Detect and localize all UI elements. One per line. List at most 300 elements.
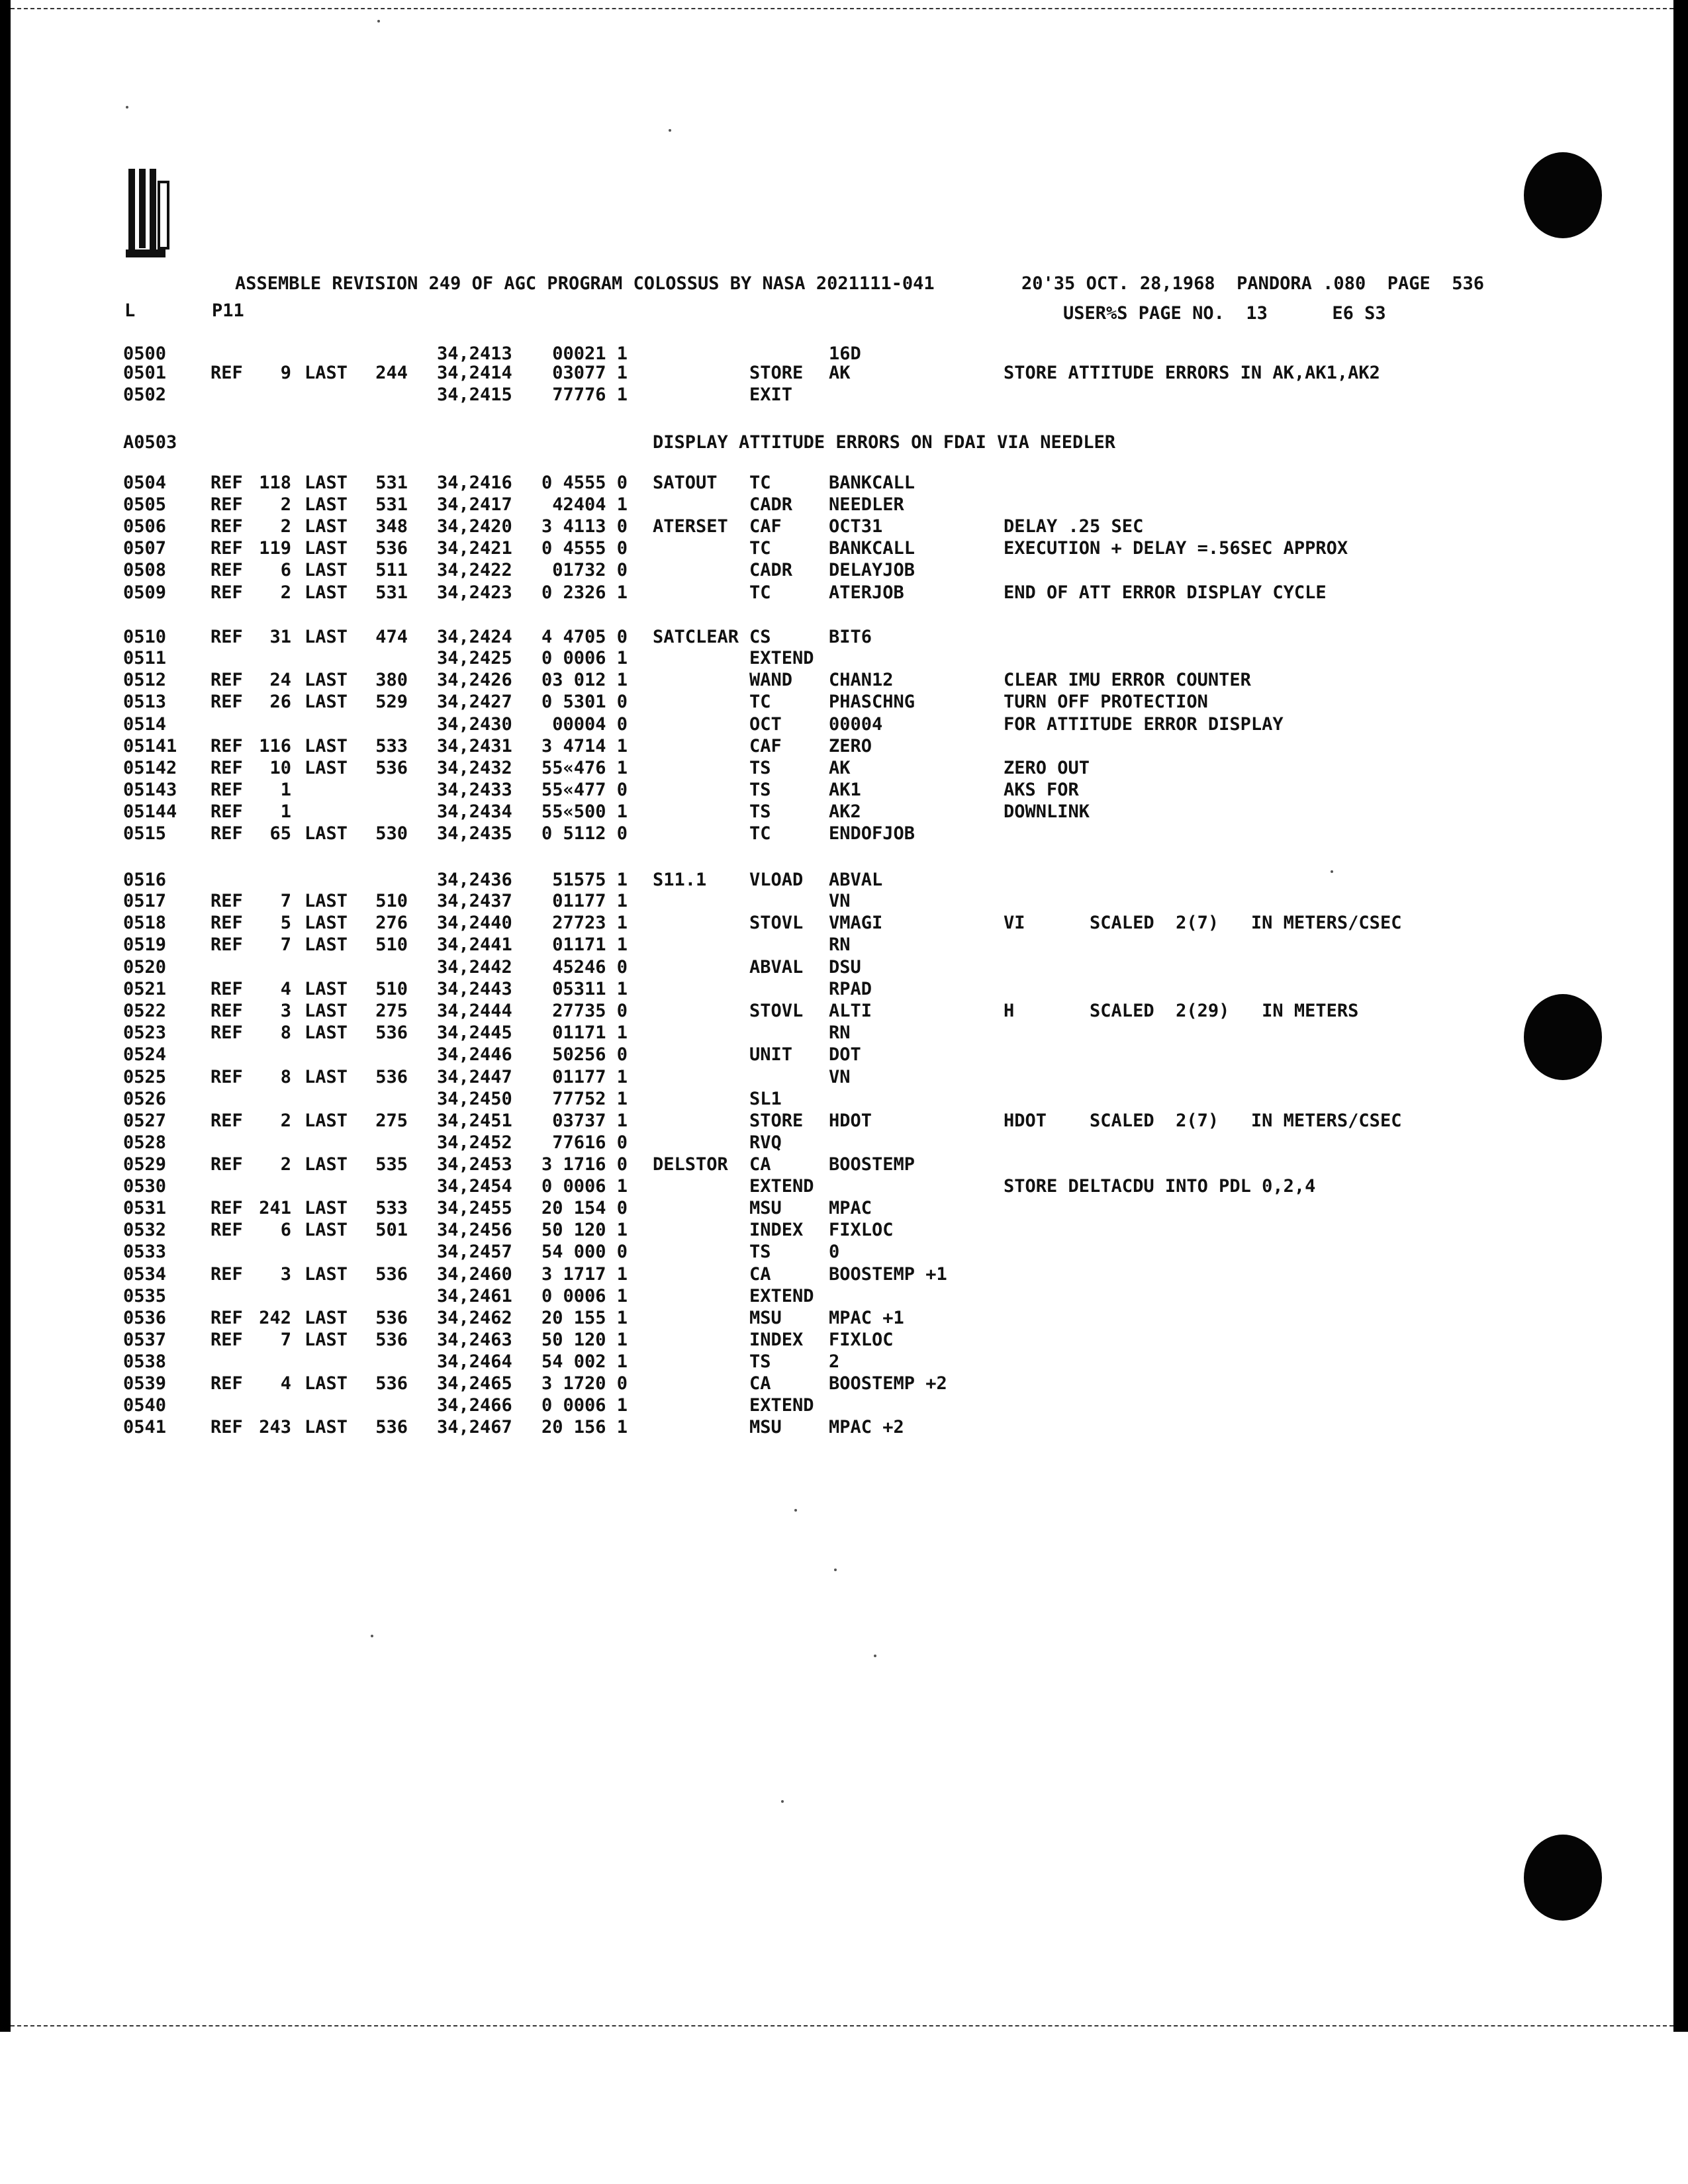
col-addr: 34,2460 xyxy=(437,1264,512,1285)
col-no: 0501 xyxy=(123,363,167,383)
col-operand: AK1 xyxy=(829,780,861,800)
col-code: 3 1716 0 xyxy=(541,1154,628,1175)
col-code: 4 4705 0 xyxy=(541,627,628,647)
col-ln: 531 xyxy=(375,494,408,515)
col-rn: 6 xyxy=(280,1220,291,1240)
col-op: CS xyxy=(749,627,771,647)
col-last: LAST xyxy=(305,1198,348,1218)
col-operand: PHASCHNG xyxy=(829,692,915,712)
col-comment: END OF ATT ERROR DISPLAY CYCLE xyxy=(1004,582,1327,603)
col-last: LAST xyxy=(305,1067,348,1087)
col-last: LAST xyxy=(305,1001,348,1021)
col-ref: REF xyxy=(211,1067,243,1087)
col-no: 0538 xyxy=(123,1351,167,1372)
col-comment: STORE DELTACDU INTO PDL 0,2,4 xyxy=(1004,1176,1316,1197)
col-op: UNIT xyxy=(749,1044,793,1065)
scan-border-right xyxy=(1673,0,1688,2032)
col-code: 01177 1 xyxy=(552,1067,628,1087)
col-operand: 0 xyxy=(829,1242,840,1262)
col-operand: BANKCALL xyxy=(829,538,915,559)
scan-speck xyxy=(834,1569,837,1571)
col-operand: DOT xyxy=(829,1044,861,1065)
scan-speck xyxy=(126,106,128,109)
col-addr: 34,2415 xyxy=(437,385,512,405)
col-op: RVQ xyxy=(749,1132,782,1153)
col-code: 55«500 1 xyxy=(541,801,628,822)
col-ln: 244 xyxy=(375,363,408,383)
col-code: 00021 1 xyxy=(552,343,628,364)
col-ln: 535 xyxy=(375,1154,408,1175)
col-operand: RPAD xyxy=(829,979,872,999)
col-no: 0509 xyxy=(123,582,167,603)
col-last: LAST xyxy=(305,627,348,647)
col-ln: 536 xyxy=(375,1330,408,1350)
col-code: 20 154 0 xyxy=(541,1198,628,1218)
col-ref: REF xyxy=(211,494,243,515)
col-op: TS xyxy=(749,1351,771,1372)
col-op: STOVL xyxy=(749,1001,804,1021)
col-comment: FOR ATTITUDE ERROR DISPLAY xyxy=(1004,714,1284,735)
col-label: SATCLEAR xyxy=(653,627,739,647)
col-no: 0526 xyxy=(123,1089,167,1109)
col-ref: REF xyxy=(211,1264,243,1285)
col-no: 0502 xyxy=(123,385,167,405)
col-addr: 34,2435 xyxy=(437,823,512,844)
col-rn: 10 xyxy=(269,758,291,778)
col-operand: AK xyxy=(829,363,851,383)
col-code: 0 0006 1 xyxy=(541,1395,628,1416)
col-ln: 276 xyxy=(375,913,408,933)
col-addr: 34,2446 xyxy=(437,1044,512,1065)
col-ref: REF xyxy=(211,1198,243,1218)
col-op: WAND xyxy=(749,670,793,690)
col-addr: 34,2443 xyxy=(437,979,512,999)
col-operand: FIXLOC xyxy=(829,1330,894,1350)
col-ref: REF xyxy=(211,1111,243,1131)
col-op: STOVL xyxy=(749,913,804,933)
col-operand: VMAGI xyxy=(829,913,883,933)
section-title: DISPLAY ATTITUDE ERRORS ON FDAI VIA NEEDLER xyxy=(653,432,1115,453)
col-addr: 34,2414 xyxy=(437,363,512,383)
col-ref: REF xyxy=(211,801,243,822)
col-addr: 34,2422 xyxy=(437,560,512,580)
mit-logo-icon xyxy=(126,169,173,261)
col-code: 01171 1 xyxy=(552,1023,628,1043)
col-no: 0511 xyxy=(123,648,167,668)
col-ref: REF xyxy=(211,979,243,999)
col-ln: 501 xyxy=(375,1220,408,1240)
col-last: LAST xyxy=(305,516,348,537)
col-ref: REF xyxy=(211,560,243,580)
col-addr: 34,2467 xyxy=(437,1417,512,1437)
col-op: ABVAL xyxy=(749,957,804,978)
col-code: 0 5301 0 xyxy=(541,692,628,712)
col-last: LAST xyxy=(305,692,348,712)
col-ref: REF xyxy=(211,934,243,955)
col-code: 0 0006 1 xyxy=(541,1176,628,1197)
col-code: 0 5112 0 xyxy=(541,823,628,844)
col-rn: 7 xyxy=(280,1330,291,1350)
col-last: LAST xyxy=(305,1417,348,1437)
col-ref: REF xyxy=(211,582,243,603)
col-ref: REF xyxy=(211,627,243,647)
col-operand: MPAC +1 xyxy=(829,1308,904,1328)
col-code: 00004 0 xyxy=(552,714,628,735)
col-no: 0513 xyxy=(123,692,167,712)
col-op: CADR xyxy=(749,494,793,515)
col-rn: 242 xyxy=(259,1308,291,1328)
col-no: 0541 xyxy=(123,1417,167,1437)
col-code: 55«477 0 xyxy=(541,780,628,800)
col-operand: AK xyxy=(829,758,851,778)
col-no: 0507 xyxy=(123,538,167,559)
col-last: LAST xyxy=(305,582,348,603)
col-last: LAST xyxy=(305,1308,348,1328)
col-last: LAST xyxy=(305,736,348,756)
col-last: LAST xyxy=(305,758,348,778)
subheader-p: P11 xyxy=(212,300,244,321)
col-op: EXTEND xyxy=(749,1176,814,1197)
col-rn: 8 xyxy=(280,1023,291,1043)
col-ref: REF xyxy=(211,473,243,493)
col-label: ATERSET xyxy=(653,516,728,537)
col-rn: 65 xyxy=(269,823,291,844)
col-op: TS xyxy=(749,780,771,800)
col-op: TC xyxy=(749,692,771,712)
col-ref: REF xyxy=(211,1330,243,1350)
col-op: INDEX xyxy=(749,1330,804,1350)
col-op: STORE xyxy=(749,1111,804,1131)
col-addr: 34,2416 xyxy=(437,473,512,493)
col-op: EXTEND xyxy=(749,1395,814,1416)
col-operand: ZERO xyxy=(829,736,872,756)
col-comment: STORE ATTITUDE ERRORS IN AK,AK1,AK2 xyxy=(1004,363,1380,383)
scan-speck xyxy=(371,1635,373,1637)
col-label: SATOUT xyxy=(653,473,718,493)
col-op: EXTEND xyxy=(749,1286,814,1306)
col-ref: REF xyxy=(211,1154,243,1175)
col-addr: 34,2447 xyxy=(437,1067,512,1087)
col-code: 01171 1 xyxy=(552,934,628,955)
col-op: VLOAD xyxy=(749,870,804,890)
col-code: 0 0006 1 xyxy=(541,1286,628,1306)
col-no: 0505 xyxy=(123,494,167,515)
col-no: 0517 xyxy=(123,891,167,911)
col-op: TS xyxy=(749,801,771,822)
col-no: 0510 xyxy=(123,627,167,647)
col-code: 0 4555 0 xyxy=(541,473,628,493)
header-left: ASSEMBLE REVISION 249 OF AGC PROGRAM COLOSSUS BY NASA 2021111-041 xyxy=(235,273,935,294)
col-op: STORE xyxy=(749,363,804,383)
col-operand: RN xyxy=(829,934,851,955)
scan-speck xyxy=(874,1655,876,1657)
col-addr: 34,2436 xyxy=(437,870,512,890)
col-ln: 536 xyxy=(375,1373,408,1394)
col-operand: 00004 xyxy=(829,714,883,735)
col-last: LAST xyxy=(305,473,348,493)
col-last: LAST xyxy=(305,823,348,844)
col-no: 0520 xyxy=(123,957,167,978)
col-addr: 34,2426 xyxy=(437,670,512,690)
col-rn: 2 xyxy=(280,1154,291,1175)
col-last: LAST xyxy=(305,979,348,999)
col-addr: 34,2421 xyxy=(437,538,512,559)
col-last: LAST xyxy=(305,538,348,559)
col-addr: 34,2431 xyxy=(437,736,512,756)
col-label: S11.1 xyxy=(653,870,707,890)
col-addr: 34,2437 xyxy=(437,891,512,911)
col-no: 05142 xyxy=(123,758,177,778)
col-operand: BANKCALL xyxy=(829,473,915,493)
scan-speck xyxy=(794,1509,797,1512)
col-no: 0531 xyxy=(123,1198,167,1218)
punch-hole-bottom xyxy=(1524,1835,1602,1921)
col-operand: ATERJOB xyxy=(829,582,904,603)
col-op: OCT xyxy=(749,714,782,735)
col-addr: 34,2432 xyxy=(437,758,512,778)
col-code: 27723 1 xyxy=(552,913,628,933)
col-no: 0539 xyxy=(123,1373,167,1394)
col-code: 20 156 1 xyxy=(541,1417,628,1437)
scan-speck xyxy=(1331,870,1333,873)
col-op: CA xyxy=(749,1154,771,1175)
section-number: A0503 xyxy=(123,432,177,453)
col-op: CA xyxy=(749,1373,771,1394)
punch-hole-top xyxy=(1524,152,1602,238)
col-no: 0512 xyxy=(123,670,167,690)
col-ln: 531 xyxy=(375,582,408,603)
col-rn: 4 xyxy=(280,979,291,999)
col-code: 0 2326 1 xyxy=(541,582,628,603)
col-last: LAST xyxy=(305,1220,348,1240)
scan-speck xyxy=(669,129,671,132)
col-code: 3 4113 0 xyxy=(541,516,628,537)
col-op: EXTEND xyxy=(749,648,814,668)
col-no: 0535 xyxy=(123,1286,167,1306)
col-addr: 34,2461 xyxy=(437,1286,512,1306)
col-operand: ENDOFJOB xyxy=(829,823,915,844)
col-op: TC xyxy=(749,538,771,559)
col-rn: 7 xyxy=(280,934,291,955)
col-operand: VN xyxy=(829,1067,851,1087)
col-label: DELSTOR xyxy=(653,1154,728,1175)
col-operand: NEEDLER xyxy=(829,494,904,515)
col-comment: EXECUTION + DELAY =.56SEC APPROX xyxy=(1004,538,1348,559)
col-ln: 380 xyxy=(375,670,408,690)
col-addr: 34,2450 xyxy=(437,1089,512,1109)
col-code: 01177 1 xyxy=(552,891,628,911)
col-code: 01732 0 xyxy=(552,560,628,580)
col-ln: 536 xyxy=(375,1023,408,1043)
col-ln: 530 xyxy=(375,823,408,844)
col-code: 50 120 1 xyxy=(541,1220,628,1240)
col-op: CAF xyxy=(749,736,782,756)
col-op: TC xyxy=(749,473,771,493)
col-operand: DELAYJOB xyxy=(829,560,915,580)
col-code: 54 000 0 xyxy=(541,1242,628,1262)
col-rn: 31 xyxy=(269,627,291,647)
col-no: 0521 xyxy=(123,979,167,999)
col-code: 3 1717 1 xyxy=(541,1264,628,1285)
col-code: 54 002 1 xyxy=(541,1351,628,1372)
col-rn: 24 xyxy=(269,670,291,690)
col-comment: DOWNLINK xyxy=(1004,801,1090,822)
col-ln: 275 xyxy=(375,1111,408,1131)
col-no: 0508 xyxy=(123,560,167,580)
col-op: CA xyxy=(749,1264,771,1285)
col-op: MSU xyxy=(749,1308,782,1328)
col-addr: 34,2452 xyxy=(437,1132,512,1153)
col-operand: DSU xyxy=(829,957,861,978)
col-ln: 536 xyxy=(375,1308,408,1328)
col-code: 55«476 1 xyxy=(541,758,628,778)
col-no: 05143 xyxy=(123,780,177,800)
col-ln: 533 xyxy=(375,1198,408,1218)
col-ref: REF xyxy=(211,538,243,559)
col-addr: 34,2453 xyxy=(437,1154,512,1175)
col-no: 0506 xyxy=(123,516,167,537)
col-comment: HDOT SCALED 2(7) IN METERS/CSEC xyxy=(1004,1111,1402,1131)
col-no: 05141 xyxy=(123,736,177,756)
col-ref: REF xyxy=(211,1001,243,1021)
col-code: 0 0006 1 xyxy=(541,648,628,668)
col-code: 20 155 1 xyxy=(541,1308,628,1328)
col-op: TC xyxy=(749,582,771,603)
scan-border-left xyxy=(0,0,11,2032)
col-addr: 34,2466 xyxy=(437,1395,512,1416)
col-addr: 34,2463 xyxy=(437,1330,512,1350)
col-rn: 8 xyxy=(280,1067,291,1087)
col-rn: 3 xyxy=(280,1264,291,1285)
col-ln: 510 xyxy=(375,934,408,955)
col-no: 0500 xyxy=(123,343,167,364)
scan-border-bottom xyxy=(11,2025,1673,2026)
col-no: 0528 xyxy=(123,1132,167,1153)
col-rn: 119 xyxy=(259,538,291,559)
col-no: 0522 xyxy=(123,1001,167,1021)
col-code: 05311 1 xyxy=(552,979,628,999)
col-ln: 348 xyxy=(375,516,408,537)
col-code: 0 4555 0 xyxy=(541,538,628,559)
col-ln: 531 xyxy=(375,473,408,493)
col-operand: ALTI xyxy=(829,1001,872,1021)
scan-speck xyxy=(781,1800,784,1803)
col-ln: 529 xyxy=(375,692,408,712)
col-ref: REF xyxy=(211,758,243,778)
col-ref: REF xyxy=(211,363,243,383)
scan-border-top xyxy=(11,8,1673,9)
col-operand: BOOSTEMP xyxy=(829,1154,915,1175)
col-op: MSU xyxy=(749,1417,782,1437)
col-ln: 536 xyxy=(375,758,408,778)
col-ln: 474 xyxy=(375,627,408,647)
col-rn: 2 xyxy=(280,1111,291,1131)
col-rn: 2 xyxy=(280,582,291,603)
col-rn: 1 xyxy=(280,801,291,822)
col-code: 77776 1 xyxy=(552,385,628,405)
col-ref: REF xyxy=(211,736,243,756)
col-no: 0537 xyxy=(123,1330,167,1350)
col-last: LAST xyxy=(305,891,348,911)
col-addr: 34,2451 xyxy=(437,1111,512,1131)
col-no: 0504 xyxy=(123,473,167,493)
col-rn: 7 xyxy=(280,891,291,911)
col-ref: REF xyxy=(211,1308,243,1328)
col-operand: VN xyxy=(829,891,851,911)
col-ref: REF xyxy=(211,516,243,537)
col-ln: 536 xyxy=(375,538,408,559)
col-addr: 34,2441 xyxy=(437,934,512,955)
col-comment: ZERO OUT xyxy=(1004,758,1090,778)
col-no: 0519 xyxy=(123,934,167,955)
col-ln: 536 xyxy=(375,1417,408,1437)
col-op: MSU xyxy=(749,1198,782,1218)
col-ln: 533 xyxy=(375,736,408,756)
col-addr: 34,2454 xyxy=(437,1176,512,1197)
col-no: 0532 xyxy=(123,1220,167,1240)
col-addr: 34,2445 xyxy=(437,1023,512,1043)
col-rn: 243 xyxy=(259,1417,291,1437)
col-op: EXIT xyxy=(749,385,793,405)
col-no: 0540 xyxy=(123,1395,167,1416)
col-last: LAST xyxy=(305,1373,348,1394)
col-no: 0518 xyxy=(123,913,167,933)
col-rn: 1 xyxy=(280,780,291,800)
col-last: LAST xyxy=(305,913,348,933)
col-no: 0530 xyxy=(123,1176,167,1197)
col-ln: 536 xyxy=(375,1264,408,1285)
col-last: LAST xyxy=(305,934,348,955)
col-rn: 9 xyxy=(280,363,291,383)
col-op: CAF xyxy=(749,516,782,537)
col-addr: 34,2456 xyxy=(437,1220,512,1240)
col-addr: 34,2462 xyxy=(437,1308,512,1328)
col-addr: 34,2434 xyxy=(437,801,512,822)
col-comment: H SCALED 2(29) IN METERS xyxy=(1004,1001,1359,1021)
col-no: 0536 xyxy=(123,1308,167,1328)
col-operand: FIXLOC xyxy=(829,1220,894,1240)
col-ref: REF xyxy=(211,913,243,933)
subheader-page-ref: USER%S PAGE NO. 13 E6 S3 xyxy=(1063,303,1386,324)
col-last: LAST xyxy=(305,670,348,690)
col-addr: 34,2455 xyxy=(437,1198,512,1218)
col-code: 3 1720 0 xyxy=(541,1373,628,1394)
col-addr: 34,2440 xyxy=(437,913,512,933)
col-code: 77752 1 xyxy=(552,1089,628,1109)
col-no: 0525 xyxy=(123,1067,167,1087)
col-rn: 26 xyxy=(269,692,291,712)
scan-speck xyxy=(377,20,380,23)
header-right: 20'35 OCT. 28,1968 PANDORA .080 PAGE 536 xyxy=(1021,273,1485,294)
col-code: 77616 0 xyxy=(552,1132,628,1153)
col-addr: 34,2420 xyxy=(437,516,512,537)
col-last: LAST xyxy=(305,1154,348,1175)
col-no: 0529 xyxy=(123,1154,167,1175)
col-ref: REF xyxy=(211,780,243,800)
col-ref: REF xyxy=(211,692,243,712)
col-addr: 34,2425 xyxy=(437,648,512,668)
col-addr: 34,2423 xyxy=(437,582,512,603)
col-addr: 34,2465 xyxy=(437,1373,512,1394)
col-operand: BOOSTEMP +1 xyxy=(829,1264,947,1285)
col-last: LAST xyxy=(305,1330,348,1350)
col-code: 50 120 1 xyxy=(541,1330,628,1350)
col-comment: VI SCALED 2(7) IN METERS/CSEC xyxy=(1004,913,1402,933)
col-no: 0516 xyxy=(123,870,167,890)
col-code: 3 4714 1 xyxy=(541,736,628,756)
col-no: 0514 xyxy=(123,714,167,735)
col-rn: 6 xyxy=(280,560,291,580)
